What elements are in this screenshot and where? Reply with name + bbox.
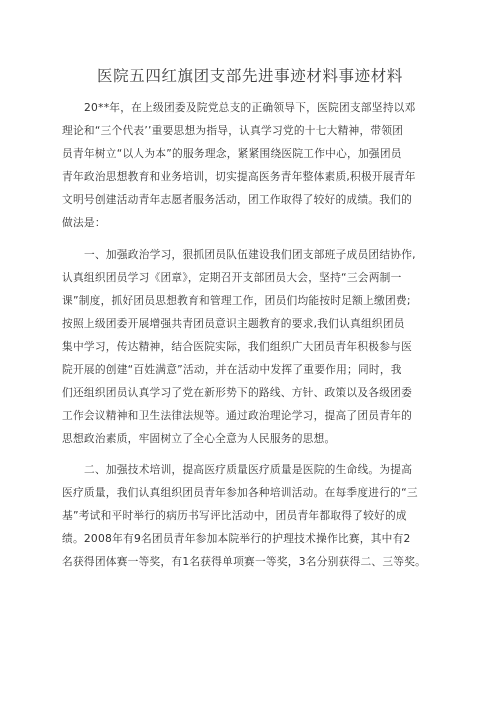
paragraph-line: 基”考试和平时举行的病历书写评比活动中，团员青年都取得了较好的成 [62,509,407,522]
paragraph-line: 二、加强技术培训，提高医疗质量医疗质量是医院的生命线。为提高 [84,463,413,476]
paragraph-line: 理论和“三个代表’’重要思想为指导，认真学习党的十七大精神，带领团 [62,124,404,137]
paragraph-line: 们还组织团员认真学习了党在新形势下的路线、方针、政策以及各级团委 [62,385,413,399]
paragraph-line: 集中学习，传达精神，结合医院实际，我们组织广大团员青年积极参与医 [62,339,413,353]
paragraph-line: 文明号创建活动青年志愿者服务活动，团工作取得了较好的成绩。我们的 [62,193,413,206]
paragraph-line: 20**年，在上级团委及院党总支的正确领导下，医院团支部坚持以邓 [84,101,416,114]
paragraph [62,96,442,234]
document-title: 医院五四红旗团支部先进事迹材料事迹材料 [97,67,403,85]
paragraph-line: 课”制度，抓好团员思想教育和管理工作，团员们均能按时足额上缴团费; [62,293,411,307]
paragraph [62,243,442,450]
paragraph-line: 绩。2008年有9名团员青年参加本院举行的护理技术操作比赛，其中有2 [62,532,411,545]
paragraph-line: 员青年树立“以人为本”的服务理念，紧紧围绕医院工作中心，加强团员 [62,147,402,160]
paragraph-line: 医疗质量，我们认真组织团员青年参加各种培训活动。在每季度进行的“三 [62,486,418,499]
paragraph-line: 一、加强政治学习，狠抓团员队伍建设我们团支部班子成员团结协作, [84,247,416,261]
paragraph-line: 名获得团体赛一等奖，有1名获得单项赛一等奖，3名分别获得二、三等奖。 [62,555,427,568]
paragraph-line: 工作会议精神和卫生法律法规等。通过政治理论学习，提高了团员青年的 [62,408,413,422]
paragraph-line: 按照上级团委开展增强共青团员意识主题教育的要求,我们认真组织团员 [62,316,405,330]
paragraph [62,458,442,573]
paragraph-line: 青年政治思想教育和业务培训，切实提高医务青年整体素质,积极开展青年 [62,170,416,183]
document-body [62,96,442,582]
paragraph-line: 认真组织团员学习《团章》，定期召开支部团员大会，坚持“三会两制一 [62,270,402,284]
paragraph-line: 做法是： [62,216,106,229]
paragraph-line: 思想政治素质，牢固树立了全心全意为人民服务的思想。 [62,431,336,445]
paragraph-line: 院开展的创建“百姓满意”活动，并在活动中发挥了重要作用；同时，我 [62,362,402,376]
